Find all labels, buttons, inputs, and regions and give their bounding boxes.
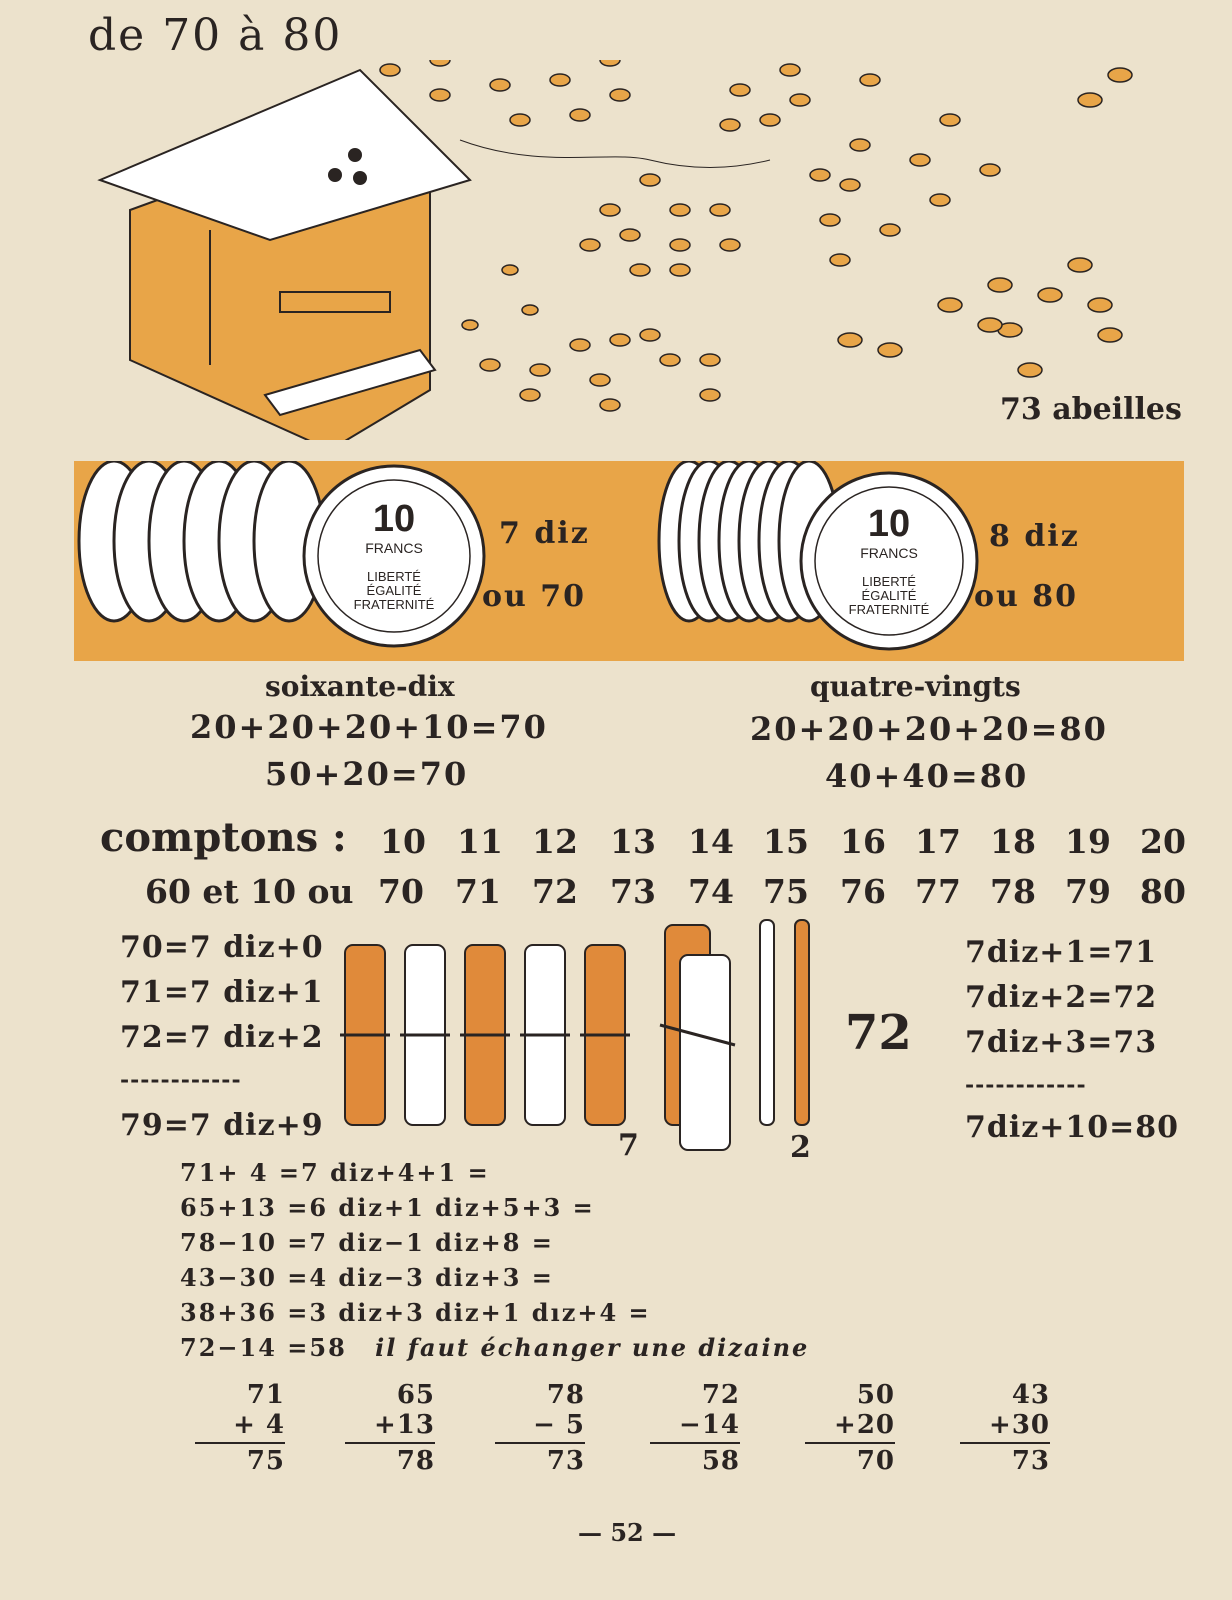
sticks-count-label: 2 xyxy=(790,1130,811,1165)
column-top: 78 xyxy=(546,1380,585,1410)
page-number: — 52 — xyxy=(578,1518,677,1547)
decomposition-right-line: 7diz+1=71 xyxy=(965,935,1158,970)
decomposition-right-separator: ------------ xyxy=(965,1072,1087,1098)
coin-currency-text: FRANCS xyxy=(365,540,423,556)
coin-motto-text: ÉGALITÉ xyxy=(366,583,422,598)
counting-label: comptons : xyxy=(100,814,347,861)
column-rule xyxy=(805,1442,895,1444)
coin-motto-text: LIBERTÉ xyxy=(367,569,421,584)
decomposition-right-line: 7diz+3=73 xyxy=(965,1025,1158,1060)
column-rule xyxy=(345,1442,435,1444)
count-number: 14 xyxy=(688,822,734,861)
count-number: 75 xyxy=(763,872,809,911)
column-top: 50 xyxy=(856,1380,895,1410)
decomposition-left-line: 72=7 diz+2 xyxy=(120,1020,324,1055)
coin-value-text: 10 xyxy=(372,498,416,540)
column-operation xyxy=(960,1380,1050,1476)
coin-motto-text: LIBERTÉ xyxy=(862,574,916,589)
column-top: 65 xyxy=(396,1380,435,1410)
decomposition-left-line: 79=7 diz+9 xyxy=(120,1108,324,1143)
equation-seventy-2: 50+20=70 xyxy=(265,755,469,793)
count-number: 74 xyxy=(688,872,734,911)
coin-currency-text: FRANCS xyxy=(860,545,918,561)
count-number: 80 xyxy=(1140,872,1186,911)
count-number: 73 xyxy=(610,872,656,911)
exercise-equation: 72−14 =58 xyxy=(180,1333,347,1362)
column-operand: +20 xyxy=(834,1410,895,1440)
count-number: 17 xyxy=(915,822,961,861)
big-number: 72 xyxy=(845,1005,912,1061)
column-operand: +13 xyxy=(374,1410,435,1440)
column-rule xyxy=(195,1442,285,1444)
column-operation xyxy=(495,1380,585,1476)
count-number: 20 xyxy=(1140,822,1186,861)
exercise-line: 71+ 4 =7 diz+4+1 = xyxy=(180,1158,490,1187)
count-number: 13 xyxy=(610,822,656,861)
column-top: 72 xyxy=(701,1380,740,1410)
counting-row-1 xyxy=(0,822,1232,866)
column-rule xyxy=(960,1442,1050,1444)
coin-motto-text: ÉGALITÉ xyxy=(861,588,917,603)
exercise-note: il faut échanger une dizaine xyxy=(375,1333,810,1362)
decomposition-left-line: 71=7 diz+1 xyxy=(120,975,324,1010)
column-result: 58 xyxy=(701,1446,740,1476)
coin-label-line1: 8 diz xyxy=(989,519,1080,554)
count-prefix: 60 et 10 ou xyxy=(145,872,354,911)
count-number: 78 xyxy=(990,872,1036,911)
decomposition-right-line: 7diz+10=80 xyxy=(965,1110,1180,1145)
count-number: 11 xyxy=(457,822,503,861)
count-number: 15 xyxy=(763,822,809,861)
stick-bundles-illustration xyxy=(340,915,820,1160)
column-result: 73 xyxy=(1011,1446,1050,1476)
column-top: 71 xyxy=(246,1380,285,1410)
column-result: 70 xyxy=(856,1446,895,1476)
column-operation xyxy=(805,1380,895,1476)
column-result: 73 xyxy=(546,1446,585,1476)
word-seventy: soixante-dix xyxy=(265,670,455,703)
coin-value-text: 10 xyxy=(867,503,911,545)
coin-label-line2: ou 70 xyxy=(482,579,587,614)
counting-row-2 xyxy=(0,872,1232,916)
count-number: 18 xyxy=(990,822,1036,861)
decomposition-right-line: 7diz+2=72 xyxy=(965,980,1158,1015)
word-eighty: quatre-vingts xyxy=(810,670,1021,703)
column-operation xyxy=(345,1380,435,1476)
decomposition-left-separator: ------------ xyxy=(120,1067,242,1093)
column-rule xyxy=(650,1442,740,1444)
column-operand: + 4 xyxy=(233,1410,285,1440)
count-number: 77 xyxy=(915,872,961,911)
equation-eighty-2: 40+40=80 xyxy=(825,757,1029,795)
exercise-line: 38+36 =3 diz+3 diz+1 dız+4 = xyxy=(180,1298,651,1327)
exercise-line: 65+13 =6 diz+1 diz+5+3 = xyxy=(180,1193,595,1222)
exercise-line: 78−10 =7 diz−1 diz+8 = xyxy=(180,1228,554,1257)
exercise-line-last xyxy=(180,1333,809,1362)
column-operation xyxy=(650,1380,740,1476)
count-number: 72 xyxy=(532,872,578,911)
bees-caption: 73 abeilles xyxy=(1000,392,1182,427)
coin-motto-text: FRATERNITÉ xyxy=(848,602,930,617)
count-number: 12 xyxy=(532,822,578,861)
column-top: 43 xyxy=(1011,1380,1050,1410)
coin-stack-70 xyxy=(74,461,494,661)
count-number: 16 xyxy=(840,822,886,861)
count-number: 79 xyxy=(1065,872,1111,911)
count-number: 19 xyxy=(1065,822,1111,861)
coin-label-line1: 7 diz xyxy=(499,516,590,551)
column-operation xyxy=(195,1380,285,1476)
count-number: 76 xyxy=(840,872,886,911)
count-number: 71 xyxy=(455,872,501,911)
equation-eighty-1: 20+20+20+20=80 xyxy=(750,710,1108,748)
coin-label-line2: ou 80 xyxy=(974,579,1079,614)
bundle-count-label: 7 xyxy=(618,1128,639,1163)
column-operand: − 5 xyxy=(533,1410,585,1440)
equation-seventy-1: 20+20+20+10=70 xyxy=(190,708,548,746)
column-operand: +30 xyxy=(989,1410,1050,1440)
column-result: 75 xyxy=(246,1446,285,1476)
page-title: de 70 à 80 xyxy=(88,10,343,61)
coin-stack-80 xyxy=(654,461,984,661)
coin-band xyxy=(74,461,1184,661)
decomposition-left-line: 70=7 diz+0 xyxy=(120,930,324,965)
exercise-line: 43−30 =4 diz−3 diz+3 = xyxy=(180,1263,554,1292)
column-operand: −14 xyxy=(679,1410,740,1440)
column-rule xyxy=(495,1442,585,1444)
coin-motto-text: FRATERNITÉ xyxy=(353,597,435,612)
beehive-illustration xyxy=(90,60,1180,440)
count-number: 10 xyxy=(380,822,426,861)
column-result: 78 xyxy=(396,1446,435,1476)
count-number: 70 xyxy=(378,872,424,911)
